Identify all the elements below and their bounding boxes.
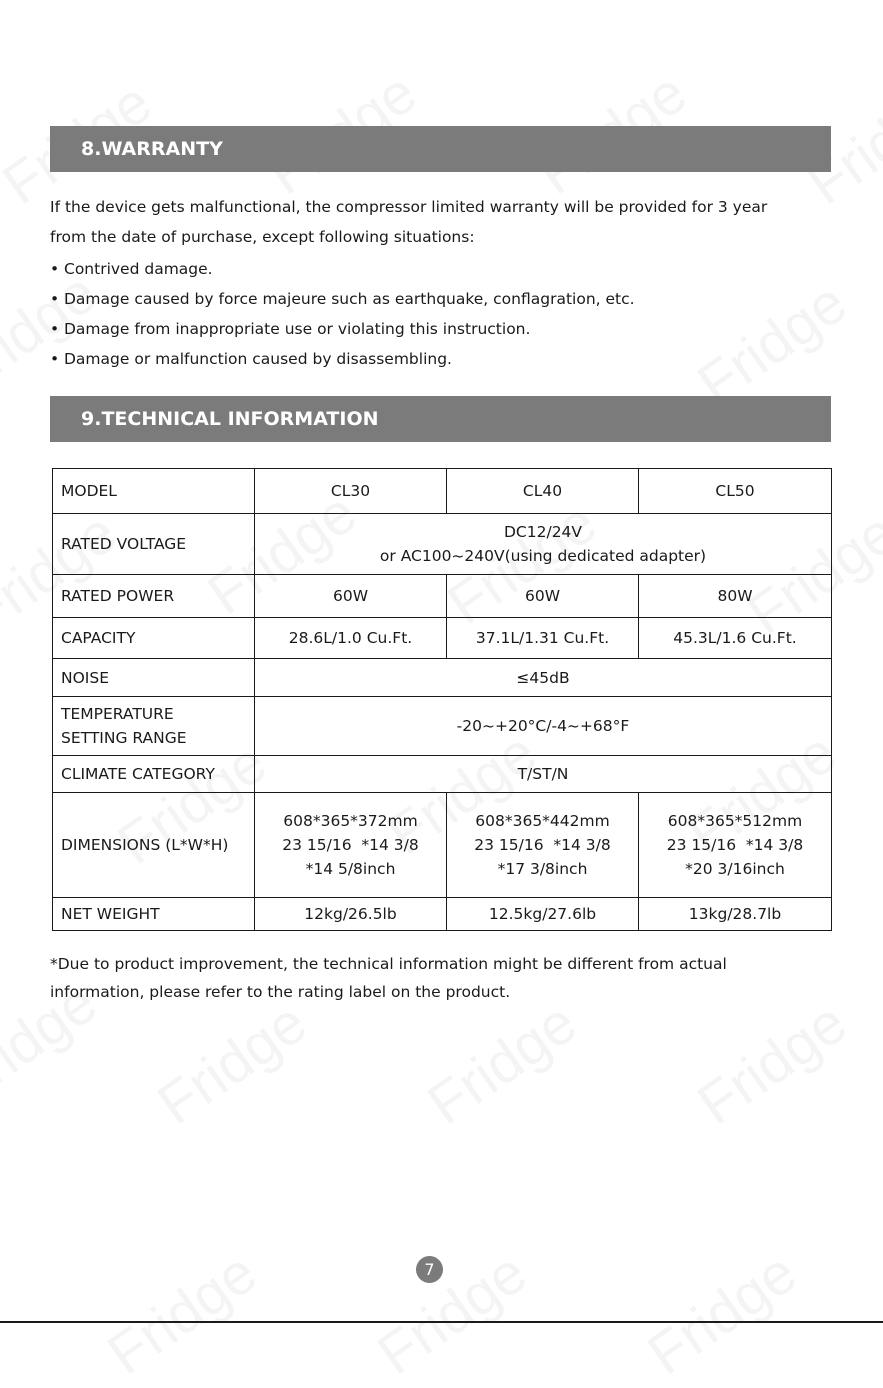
- dimensions-mm: 608*365*372mm: [283, 812, 418, 830]
- dimensions-mm: 608*365*512mm: [667, 812, 803, 830]
- footnote: [50, 950, 830, 1006]
- rated-voltage-line: DC12/24V: [503, 523, 583, 541]
- technical-heading: 9.TECHNICAL INFORMATION: [81, 408, 379, 430]
- bottom-rule: [0, 1321, 883, 1323]
- capacity-cell: 28.6L/1.0 Cu.Ft.: [255, 618, 447, 659]
- table-row: [53, 575, 832, 618]
- model-cell: CL40: [447, 469, 639, 514]
- capacity-cell: 37.1L/1.31 Cu.Ft.: [447, 618, 639, 659]
- technical-spec-table: [52, 468, 832, 931]
- dimensions-inch: 23 15/16 *14 3/8: [666, 836, 804, 854]
- climate-label: CLIMATE CATEGORY: [53, 756, 255, 793]
- rated-power-cell: 80W: [639, 575, 832, 618]
- footnote-line: *Due to product improvement, the technical information might be different from actual: [50, 955, 727, 973]
- list-item: • Damage from inappropriate use or violating this instruction.: [50, 314, 635, 344]
- temperature-range-cell: -20~+20°C/-4~+68°F: [255, 697, 832, 756]
- warranty-heading-bar: [50, 126, 831, 172]
- list-item: • Damage or malfunction caused by disassembling.: [50, 344, 635, 374]
- model-label: MODEL: [53, 469, 255, 514]
- dimensions-inch: 23 15/16 *14 3/8: [282, 836, 419, 854]
- table-row: [53, 756, 832, 793]
- table-row: [53, 469, 832, 514]
- dimensions-inch: *17 3/8inch: [497, 860, 588, 878]
- net-weight-cell: 12.5kg/27.6lb: [447, 898, 639, 931]
- table-row: [53, 618, 832, 659]
- watermark-text: [146, 989, 319, 1138]
- climate-cell: T/ST/N: [255, 756, 832, 793]
- rated-voltage-line: or AC100~240V(using dedicated adapter): [379, 547, 707, 565]
- warranty-exceptions-list: [50, 254, 635, 374]
- watermark-text: [686, 989, 859, 1138]
- dimensions-inch: *14 5/8inch: [305, 860, 396, 878]
- warranty-intro: [50, 192, 840, 252]
- watermark-text: [636, 1239, 809, 1388]
- watermark-text: [96, 1239, 269, 1388]
- dimensions-mm: 608*365*442mm: [475, 812, 610, 830]
- net-weight-cell: 12kg/26.5lb: [255, 898, 447, 931]
- warranty-intro-line: If the device gets malfunctional, the compressor limited warranty will be provided for 3 year: [50, 198, 768, 216]
- list-item: • Damage caused by force majeure such as earthquake, conflagration, etc.: [50, 284, 635, 314]
- watermark-text: [366, 1239, 539, 1388]
- net-weight-label: NET WEIGHT: [53, 898, 255, 931]
- capacity-label: CAPACITY: [53, 618, 255, 659]
- net-weight-cell: 13kg/28.7lb: [639, 898, 832, 931]
- page-number: 7: [416, 1256, 443, 1283]
- table-row: [53, 659, 832, 697]
- capacity-cell: 45.3L/1.6 Cu.Ft.: [639, 618, 832, 659]
- table-row: [53, 898, 832, 931]
- warranty-intro-line: from the date of purchase, except following situations:: [50, 228, 475, 246]
- dimensions-cell: [447, 793, 639, 898]
- table-row: [53, 514, 832, 575]
- dimensions-label: DIMENSIONS (L*W*H): [53, 793, 255, 898]
- temperature-label-line: SETTING RANGE: [61, 729, 187, 747]
- model-cell: CL30: [255, 469, 447, 514]
- table-row: [53, 793, 832, 898]
- dimensions-cell: [255, 793, 447, 898]
- footnote-line: information, please refer to the rating label on the product.: [50, 983, 511, 1001]
- rated-power-cell: 60W: [447, 575, 639, 618]
- warranty-heading: 8.WARRANTY: [81, 138, 223, 160]
- noise-cell: ≤45dB: [255, 659, 832, 697]
- temperature-label: [53, 697, 255, 756]
- dimensions-inch: *20 3/16inch: [685, 860, 785, 878]
- rated-voltage-cell: [255, 514, 832, 575]
- rated-voltage-label: RATED VOLTAGE: [53, 514, 255, 575]
- model-cell: CL50: [639, 469, 832, 514]
- rated-power-cell: 60W: [255, 575, 447, 618]
- technical-heading-bar: [50, 396, 831, 442]
- table-row: [53, 697, 832, 756]
- rated-power-label: RATED POWER: [53, 575, 255, 618]
- noise-label: NOISE: [53, 659, 255, 697]
- dimensions-inch: 23 15/16 *14 3/8: [474, 836, 611, 854]
- dimensions-cell: [639, 793, 832, 898]
- watermark-text: [416, 989, 589, 1138]
- temperature-label-line: TEMPERATURE: [61, 705, 174, 723]
- list-item: • Contrived damage.: [50, 254, 635, 284]
